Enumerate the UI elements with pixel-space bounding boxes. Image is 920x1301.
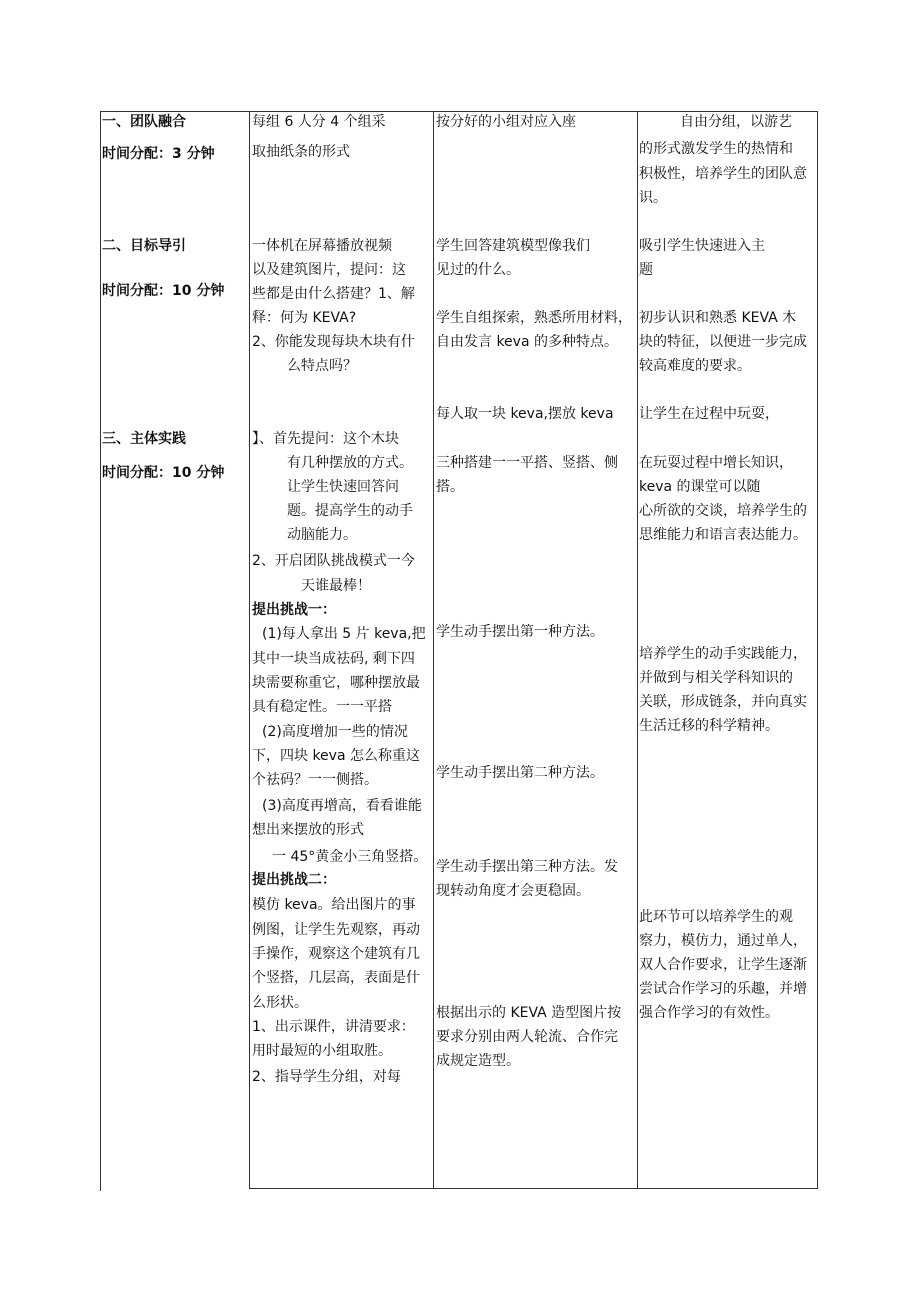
design-intent-line: 尝试合作学习的乐趣，并增 bbox=[639, 981, 807, 997]
design-intent-line: 让学生在过程中玩耍， bbox=[639, 406, 779, 422]
design-intent-line: 培养学生的动手实践能力， bbox=[639, 646, 807, 662]
teacher-activity-line: 题。提高学生的动手 bbox=[287, 503, 413, 519]
teacher-activity-line: 2、开启团队挑战模式一今 bbox=[252, 553, 415, 569]
design-intent-line: 心所欲的交谈，培养学生的 bbox=[639, 503, 807, 519]
design-intent-line: 块的特征，以便进一步完成 bbox=[639, 334, 807, 350]
teacher-activity-line: 下，四块 keva 怎么称重这 bbox=[252, 748, 420, 764]
teacher-activity-line: 】、首先提问：这个木块 bbox=[252, 431, 399, 447]
table-bottom-border bbox=[249, 1188, 818, 1189]
student-activity-line: 成规定造型。 bbox=[436, 1053, 520, 1069]
student-activity-line: 三种搭建一一平搭、竖搭、侧 bbox=[436, 455, 618, 471]
teacher-activity-line: 2、你能发现每块木块有什 bbox=[252, 334, 415, 350]
teacher-activity-line: 一 45°黄金小三角竖搭。 bbox=[272, 849, 428, 865]
design-intent-line: 在玩耍过程中增长知识， bbox=[639, 455, 793, 471]
teacher-activity-line: 例图，让学生先观察，再动 bbox=[252, 922, 420, 938]
teacher-activity-line: 1、出示课件，讲清要求： bbox=[252, 1019, 415, 1035]
stage-title: 二、目标导引 bbox=[102, 238, 186, 254]
student-activity-line: 按分好的小组对应入座 bbox=[436, 114, 576, 130]
teacher-activity-line: 每组 6 人分 4 个组采 bbox=[252, 114, 386, 130]
student-activity-line: 学生自组探索，熟悉所用材料， bbox=[436, 310, 632, 326]
design-intent-line: 此环节可以培养学生的观 bbox=[639, 909, 793, 925]
design-intent-line: 识。 bbox=[639, 190, 667, 206]
design-intent-line: 生活迁移的科学精神。 bbox=[639, 718, 779, 734]
challenge-one-heading: 提出挑战一： bbox=[252, 602, 336, 618]
design-intent-line: 吸引学生快速进入主 bbox=[639, 238, 765, 254]
teacher-activity-line: 让学生快速回答问 bbox=[287, 479, 399, 495]
student-activity-line: 搭。 bbox=[436, 479, 464, 495]
teacher-activity-line: 以及建筑图片，提问：这 bbox=[252, 262, 406, 278]
stage-time: 时间分配：10 分钟 bbox=[102, 465, 225, 481]
teacher-activity-line: 具有稳定性。一一平搭 bbox=[252, 699, 392, 715]
intent-column-left-border bbox=[637, 111, 638, 1189]
student-activity-line: 学生回答建筑模型像我们 bbox=[436, 238, 590, 254]
design-intent-line: 的形式激发学生的热情和 bbox=[639, 141, 793, 157]
design-intent-line: 题 bbox=[639, 262, 653, 278]
design-intent-line: keva 的课堂可以随 bbox=[639, 479, 761, 495]
student-activity-line: 每人取一块 keva,摆放 keva bbox=[436, 406, 614, 422]
teacher-activity-line: 模仿 keva。给出图片的事 bbox=[252, 897, 416, 913]
stage-time: 时间分配：3 分钟 bbox=[102, 146, 215, 162]
design-intent-line: 察力，模仿力，通过单人， bbox=[639, 933, 807, 949]
teacher-activity-line: 用时最短的小组取胜。 bbox=[252, 1043, 392, 1059]
teacher-activity-line: 些都是由什么搭建？1、解 bbox=[252, 286, 415, 302]
teacher-activity-line: 取抽纸条的形式 bbox=[252, 144, 350, 160]
teacher-activity-line: 个竖搭，几层高，表面是什 bbox=[252, 970, 420, 986]
design-intent-line: 较高难度的要求。 bbox=[639, 358, 751, 374]
teacher-activity-line: 手操作，观察这个建筑有几 bbox=[252, 946, 420, 962]
design-intent-line: 思维能力和语言表达能力。 bbox=[639, 527, 807, 543]
teacher-activity-line: (3)高度再增高，看看谁能 bbox=[262, 798, 422, 814]
student-activity-line: 学生动手摆出第三种方法。发 bbox=[436, 859, 618, 875]
stage-title: 三、主体实践 bbox=[102, 431, 186, 447]
teacher-activity-line: 么特点吗？ bbox=[287, 358, 357, 374]
student-activity-line: 自由发言 keva 的多种特点。 bbox=[436, 334, 618, 350]
design-intent-line: 自由分组，以游艺 bbox=[680, 114, 792, 130]
teacher-column-left-border bbox=[249, 111, 250, 1189]
design-intent-line: 并做到与相关学科知识的 bbox=[639, 670, 793, 686]
stage-time: 时间分配：10 分钟 bbox=[102, 283, 225, 299]
student-activity-line: 现转动角度才会更稳固。 bbox=[436, 883, 590, 899]
student-activity-line: 根据出示的 KEVA 造型图片按 bbox=[436, 1005, 622, 1021]
teacher-activity-line: 么形状。 bbox=[252, 995, 308, 1011]
teacher-activity-line: 一体机在屏幕播放视频 bbox=[252, 238, 392, 254]
design-intent-line: 初步认识和熟悉 KEVA 木 bbox=[639, 310, 797, 326]
teacher-activity-line: 释：何为 KEVA? bbox=[252, 310, 357, 326]
table-right-border bbox=[817, 111, 818, 1189]
teacher-activity-line: 天谁最棒！ bbox=[301, 578, 371, 594]
teacher-activity-line: 想出来摆放的形式 bbox=[252, 822, 364, 838]
challenge-two-heading: 提出挑战二： bbox=[252, 872, 336, 888]
teacher-activity-line: (1)每人拿出 5 片 keva,把 bbox=[262, 626, 426, 642]
design-intent-line: 双人合作要求，让学生逐渐 bbox=[639, 957, 807, 973]
design-intent-line: 强合作学习的有效性。 bbox=[639, 1005, 779, 1021]
teacher-activity-line: 个祛码？一一侧搭。 bbox=[252, 772, 378, 788]
stage-column-left-border bbox=[100, 111, 101, 1191]
teacher-activity-line: 有几种摆放的方式。 bbox=[287, 455, 413, 471]
student-activity-line: 学生动手摆出第一种方法。 bbox=[436, 624, 604, 640]
teacher-activity-line: 2、指导学生分组，对每 bbox=[252, 1069, 401, 1085]
teacher-activity-line: 其中一块当成祛码, 剩下四 bbox=[252, 651, 415, 667]
student-activity-line: 学生动手摆出第二种方法。 bbox=[436, 765, 604, 781]
teacher-activity-line: 动脑能力。 bbox=[287, 527, 357, 543]
stage-title: 一、团队融合 bbox=[102, 114, 186, 130]
student-activity-line: 见过的什么。 bbox=[436, 262, 520, 278]
teacher-activity-line: 块需要称重它，哪种摆放最 bbox=[252, 675, 420, 691]
student-column-left-border bbox=[433, 111, 434, 1189]
design-intent-line: 积极性，培养学生的团队意 bbox=[639, 166, 807, 182]
design-intent-line: 关联，形成链条，并向真实 bbox=[639, 694, 807, 710]
student-activity-line: 要求分别由两人轮流、合作完 bbox=[436, 1029, 618, 1045]
teacher-activity-line: (2)高度增加一些的情况 bbox=[262, 724, 408, 740]
